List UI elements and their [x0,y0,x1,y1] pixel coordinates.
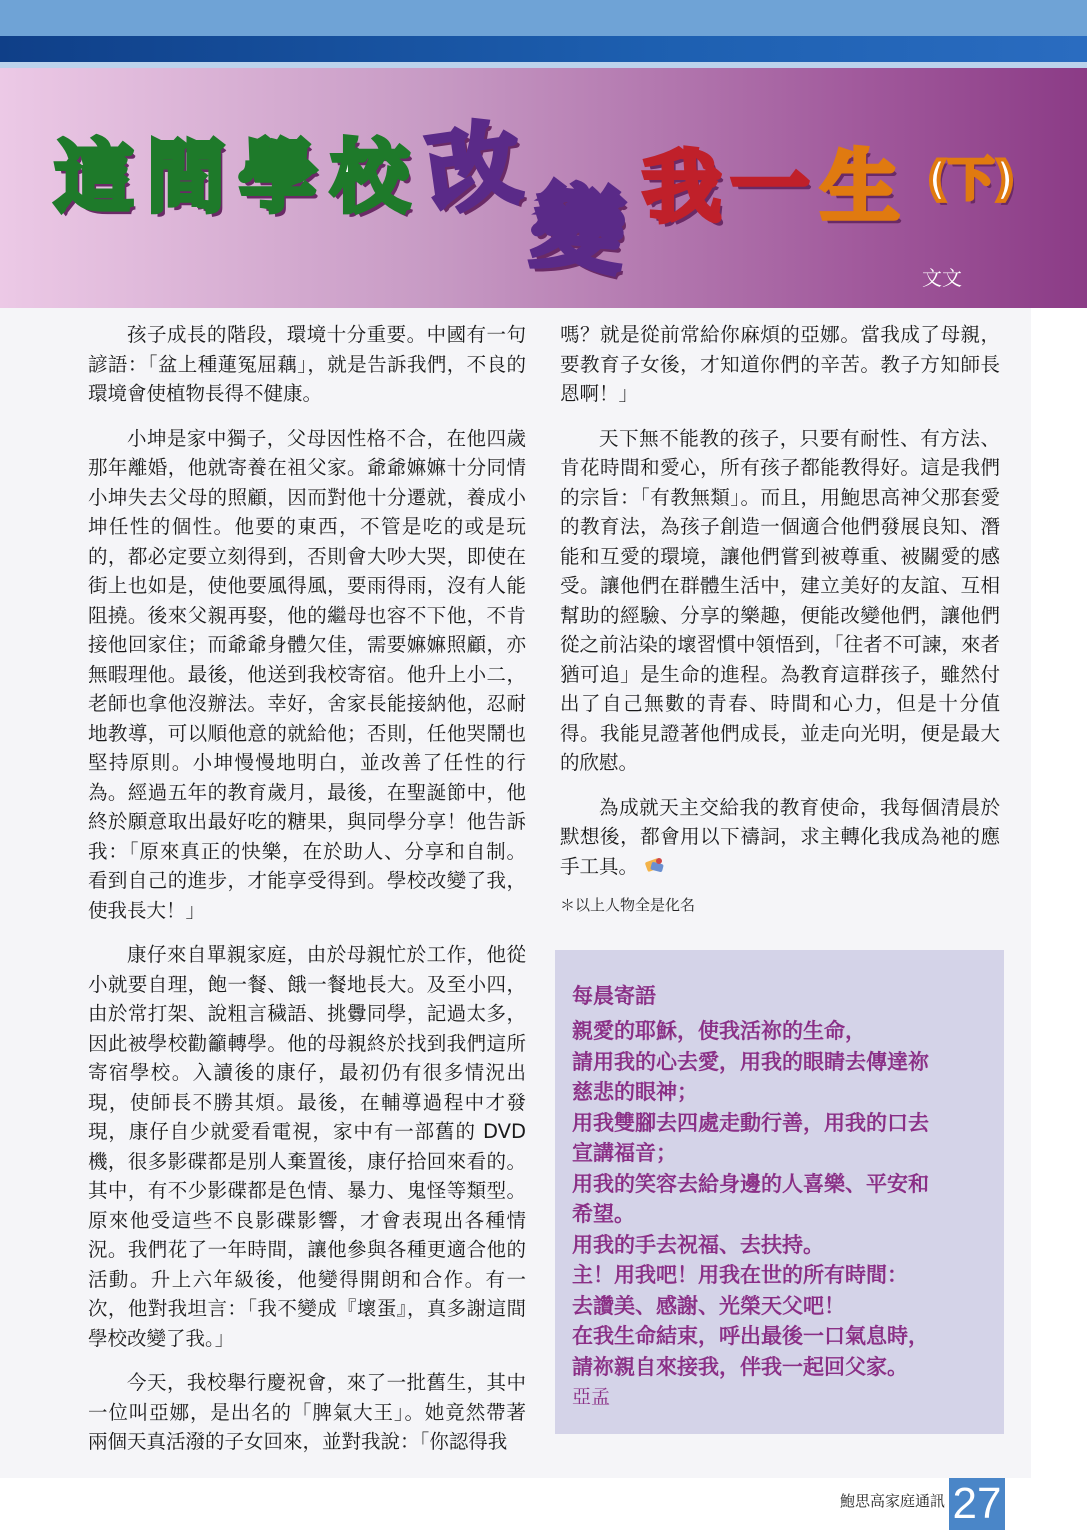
prayer-line: 慈悲的眼神； [572,1080,698,1104]
author-name: 文文 [922,266,962,290]
body-paragraph-text: 為成就天主交給我的教育使命，我每個清晨於默想後，都會用以下禱詞，求主轉化我成為祂的應手工具。 [560,795,1000,878]
prayer-line: 宣講福音； [572,1141,677,1165]
prayer-author: 亞孟 [572,1386,611,1408]
title-char: 校 [331,133,410,223]
prayer-line: 在我生命結束，呼出最後一口氣息時， [572,1324,929,1348]
body-paragraph: 今天，我校舉行慶祝會，來了一批舊生，其中一位叫亞娜，是出名的「脾氣大王」。她竟然帶著兩個天真活潑的子女回來，並對我說：「你認得我 [88,1371,526,1453]
page-number: 27 [949,1478,1005,1530]
prayer-text [572,1016,992,1382]
footnote: ＊以上人物全是化名 [560,896,696,914]
prayer-title: 每晨寄語 [572,984,656,1008]
title-char: 間 [147,133,226,223]
prayer-line: 請祢親自來接我，伴我一起回父家。 [572,1354,908,1379]
top-dark-band [0,36,1087,62]
right-margin-strip [1031,308,1087,1478]
prayer-line: 用我的笑容去給身邊的人喜樂、平安和 [572,1171,929,1196]
end-mark-icon [644,856,666,876]
body-paragraph: 嗎？就是從前常給你麻煩的亞娜。當我成了母親，要教育子女後，才知道你們的辛苦。教子方知師長恩啊！」 [560,323,1000,405]
title-char: 變 [526,172,630,289]
prayer-line: 請用我的心去愛，用我的眼睛去傳達祢 [572,1049,929,1074]
body-paragraph-last [560,793,1000,882]
body-paragraph: 小坤是家中獨子，父母因性格不合，在他四歲那年離婚，他就寄養在祖父家。爺爺嫲嫲十分同情小坤失去父母的照顧，因而對他十分遷就，養成小坤任性的個性。他要的東西，不管是吃的或是玩的，都必定要立刻得到，否則會大吵大哭，即使在街上也如是，使他要風得風，要雨得雨，沒有人能阻撓。後來父親再娶，他的繼母也容不下他，不肯接他回家住；而爺爺身體欠佳，需要嫲嫲照顧，亦無暇理他。最後，他送到我校寄宿。他升上小二，老師也拿他沒辦法。幸好，舍家長能接納他，忍耐地教導，可以順他意的就給他；否則，任他哭鬧也堅持原則。小坤慢慢地明白，並改善了任性的行為。經過五年的教育歲月，最後，在聖誕節中，他終於願意取出最好吃的糖果，與同學分享！他告訴我：「原來真正的快樂，在於助人、分享和自制。看到自己的進步，才能享受得到。學校改變了我，使我長大！」 [88,426,526,922]
prayer-line: 主！用我吧！用我在世的所有時間： [572,1263,908,1287]
title-char: 學 [239,133,318,223]
right-column [560,320,1000,921]
title-char: 一 [731,143,810,233]
title-char: 我 [643,143,722,233]
prayer-line: 用我雙腳去四處走動行善，用我的口去 [572,1110,929,1135]
body-paragraph: 康仔來自單親家庭，由於母親忙於工作，他從小就要自理，飽一餐、餓一餐地長大。及至小四，由於常打架、說粗言穢語、挑釁同學，記過太多，因此被學校勸籲轉學。他的母親終於找到我們這所寄宿學校。入讀後的康仔，最初仍有很多情況出現，使師長不勝其煩。最後，在輔導過程中才發現，康仔自少就愛看電視，家中有一部舊的 DVD 機，很多影碟都是別人棄置後，康仔拾回來看的。其中，有不少影碟都是色情、暴力、鬼怪等類型。原來他受這些不良影碟影響，才會表現出各種情況。我們花了一年時間，讓他參與各種更適合他的活動。升上六年級後，他變得開朗和合作。有一次，他對我坦言：「我不變成『壞蛋』，真多謝這間學校改變了我。」 [88,943,526,1350]
title-char: 生 [821,143,900,233]
left-column [88,320,526,1472]
prayer-line: 用我的手去祝福、去扶持。 [572,1232,824,1257]
body-paragraph: 孩子成長的階段，環境十分重要。中國有一句諺語：「盆上種蓮冤屈藕」，就是告訴我們，不良的環境會使植物長得不健康。 [88,323,526,405]
prayer-line: 親愛的耶穌，使我活祢的生命， [572,1019,866,1043]
title-char: 這 [55,133,134,223]
title-char: 改 [421,109,528,228]
top-color-band [0,0,1087,36]
publication-name: 鮑思高家庭通訊 [840,1492,946,1510]
prayer-line: 去讚美、感謝、光榮天父吧！ [572,1293,845,1318]
title-part-label: (下) [927,152,1016,206]
body-paragraph: 天下無不能教的孩子，只要有耐性、有方法、肯花時間和愛心，所有孩子都能教得好。這是我們的宗旨：「有教無類」。而且，用鮑思高神父那套愛的教育法，為孩子創造一個適合他們發展良知、潛能和互愛的環境，讓他們嘗到被尊重、被關愛的感受。讓他們在群體生活中，建立美好的友誼、互相幫助的經驗、分享的樂趣，便能改變他們，讓他們從之前沾染的壞習慣中領悟到，「往者不可諫，來者猶可追」是生命的進程。為教育這群孩子，雖然付出了自己無數的青春、時間和心力，但是十分值得。我能見證著他們成長，並走向光明，便是最大的欣慰。 [560,426,1000,774]
prayer-line: 希望。 [572,1202,635,1226]
